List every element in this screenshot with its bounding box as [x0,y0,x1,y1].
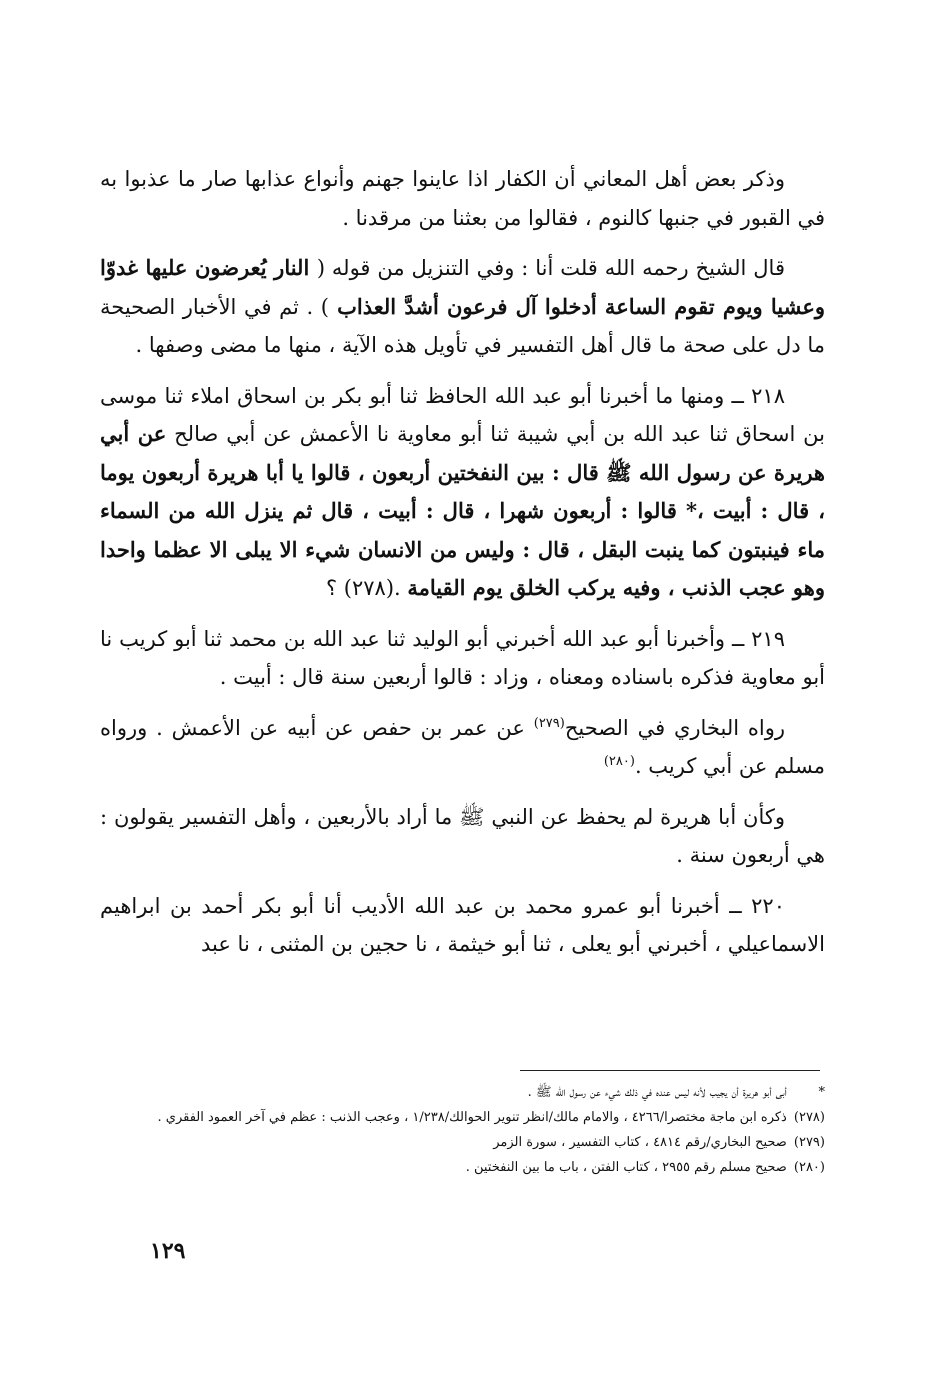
quran-verse: النار يُعرضون عليها غدوّا وعشيا ويوم تقوم الساعة أدخلوا آل فرعون أشدَّ العذاب [100,255,826,319]
footnote-divider [520,1070,820,1071]
footnote-280 [100,1155,825,1180]
footnote-ref-279[interactable]: (٢٧٩) [533,715,565,731]
hadith-218-isnad: ٢١٨ ــ ومنها ما أخبرنا أبو عبد الله الحافظ ثنا أبو بكر بن اسحاق املاء ثنا موسى بن اسحاق ثنا عبد الله بن أبي شيبة ثنا أبو معاوية نا الأعمش عن أبي صالح [100,383,825,446]
footnote-text: أبى أبو هريرة أن يجيب لأنه ليس عنده في ذلك شيء عن رسول الله ﷺ . [527,1085,787,1100]
paragraph-abu-hurayra [100,798,825,875]
paragraph-bukhari [100,709,825,786]
hadith-218-matn: عن أبي هريرة عن رسول الله ﷺ قال : بين النفختين أربعون ، قالوا يا أبا هريرة أربعون يوما ، قال : أبيت ،* قالوا : أربعون شهرا ، قال : أبيت ، قال ثم ينزل الله من السماء ماء فينبتون كما ينبت البقل ، قال : وليس من الانسان شيء الا يبلى الا عظما واحدا وهو عجب الذنب ، وفيه يركب الخلق يوم القيامة [100,421,825,600]
paragraph-2-text-b: ) . ثم في الأخبار الصحيحة ما دل على صحة ما قال أهل التفسير في تأويل هذه الآية ، منها ما مضى وصفها . [100,294,825,357]
footnote-text: ذكره ابن ماجة مختصرا/٤٢٦٦ ، والامام مالك/انظر تنوير الحوالك/١/٢٣٨ ، وعجب الذنب : عظم في آخر العمود الفقري . [157,1110,787,1125]
footnote-text: صحيح البخاري/رقم ٤٨١٤ ، كتاب التفسير ، سورة الزمر [493,1135,787,1150]
hadith-219-text: ٢١٩ ــ وأخبرنا أبو عبد الله أخبرني أبو الوليد ثنا عبد الله بن محمد ثنا أبو كريب نا أبو معاوية فذكره باسناده ومعناه ، وزاد : قالوا أربعين سنة قال : أبيت . [100,626,825,689]
paragraph-2-text-a: قال الشيخ رحمه الله قلت أنا : وفي التنزيل من قوله ( [316,256,785,280]
paragraph-1 [100,160,825,237]
paragraph-1-text: وذكر بعض أهل المعاني أن الكفار اذا عاينوا جهنم وأنواع عذابها صار ما عذبوا به في القبور في جنبها كالنوم ، فقالوا من بعثنا من مرقدنا . [100,167,825,230]
paragraph-2 [100,249,825,365]
hadith-220-text: ٢٢٠ ــ أخبرنا أبو عمرو محمد بن عبد الله الأديب أنا أبو بكر أحمد بن ابراهيم الاسماعيلي ، أخبرني أبو يعلى ، ثنا أبو خيثمة ، نا حجين بن المثنى ، نا عبد [100,893,825,956]
footnote-mark: (٢٧٩) [793,1135,825,1150]
footnote-mark: (٢٧٨) [793,1110,825,1125]
footnote-mark: * [818,1085,825,1100]
hadith-220 [100,887,825,964]
main-text [100,160,825,976]
bukhari-text-a: رواه البخاري في الصحيح [564,715,786,740]
footnotes [100,1080,825,1180]
page-number: ١٢٩ [150,1238,186,1264]
footnote-279 [100,1130,825,1155]
bukhari-text-b: عن عمر بن حفص عن أبيه عن الأعمش . ورواه مسلم عن أبي كريب . [100,715,825,778]
hadith-218-note: .(٢٧٨) ؟ [325,576,408,600]
footnote-mark: (٢٨٠) [793,1160,825,1175]
footnote-text: صحيح مسلم رقم ٢٩٥٥ ، كتاب الفتن ، باب ما بين النفختين . [465,1160,787,1175]
abu-hurayra-text: وكأن أبا هريرة لم يحفظ عن النبي ﷺ ما أراد بالأربعين ، وأهل التفسير يقولون : هي أربعون سنة . [100,804,825,867]
footnote-ref-280[interactable]: (٢٨٠) [603,754,635,769]
hadith-218 [100,377,825,608]
footnote-star [100,1080,825,1105]
footnote-278 [100,1105,825,1130]
hadith-219 [100,620,825,697]
